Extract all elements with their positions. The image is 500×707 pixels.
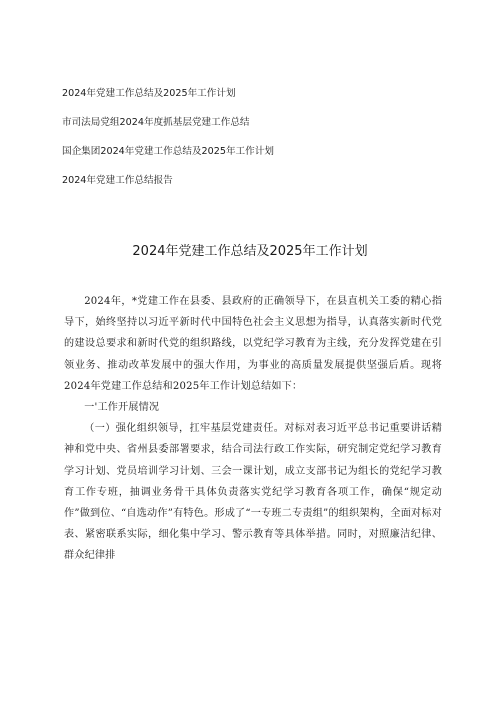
section-heading: 一'工作开展情况 (84, 402, 160, 414)
document-title: 2024年党建工作总结及2025年工作计划 (132, 244, 368, 259)
document-body (64, 291, 442, 567)
toc-item-1[interactable]: 2024年党建工作总结及2025年工作计划 (62, 88, 236, 99)
toc-item-2[interactable]: 市司法局党组2024年度抓基层党建工作总结 (62, 117, 250, 128)
toc-item-3[interactable]: 国企集团2024年党建工作总结及2025年工作计划 (62, 146, 274, 157)
table-of-contents (62, 88, 462, 204)
toc-item-4[interactable]: 2024年党建工作总结报告 (62, 175, 173, 186)
section-paragraph: （一）强化组织领导，扛牢基层党建责任。对标对表习近平总书记重要讲话精神和党中央、省州县委部署要求，结合司法行政工作实际，研究制定党纪学习教育学习计划、党员培训学习计划、三会一课计划，成立支部书记为组长的党纪学习教育工作专班，抽调业务骨干具体负责落实党纪学习教育各项工作，确保“规定动作”做到位、“自选动作”有特色。形成了“一专班二专责组”的组织架构，全面对标对表、紧密联系实际，细化集中学习、警示教育等具体举措。同时，对照廉洁纪律、群众纪律排 (64, 423, 442, 562)
intro-paragraph: 2024年，*党建工作在县委、县政府的正确领导下，在县直机关工委的精心指导下，始终坚持以习近平新时代中国特色社会主义思想为指导，认真落实新时代党的建设总要求和新时代党的组织路线，以党纪学习教育为主线，充分发挥党建在引领业务、推动改革发展中的强大作用，为事业的高质量发展提供坚强后盾。现将2024年党建工作总结和2025年工作计划总结如下： (64, 296, 442, 392)
